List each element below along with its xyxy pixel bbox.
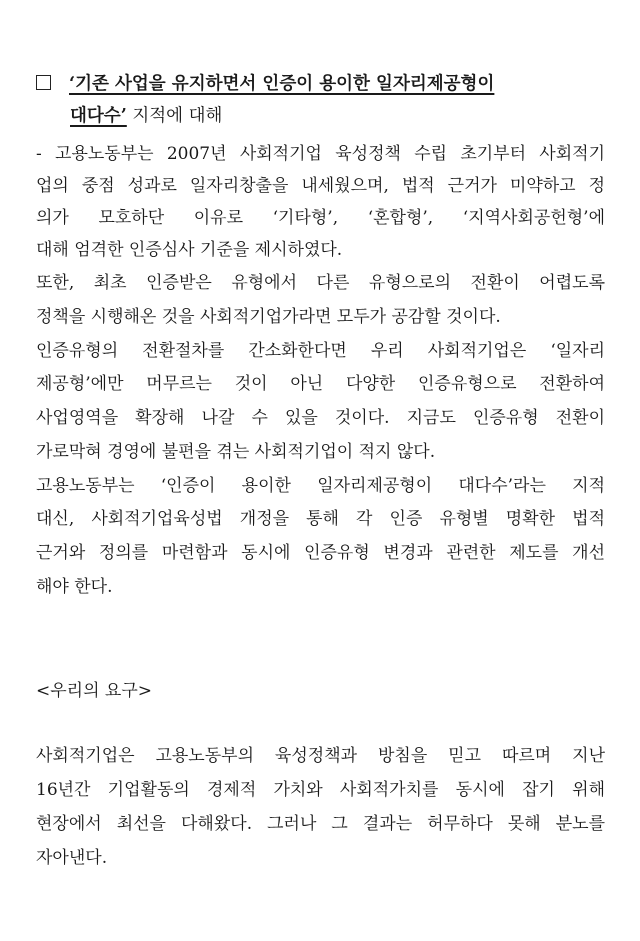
paragraph-3-line-2: 제공형’에만 머무르는 것이 아닌 다양한 인증유형으로 전환하여 bbox=[36, 374, 605, 394]
heading-rest-text: 지적에 대해 bbox=[126, 106, 223, 126]
paragraph-5-line-4: 자아낸다. bbox=[36, 848, 108, 868]
paragraph-4-line-4: 해야 한다. bbox=[36, 577, 113, 597]
section-title: <우리의 요구> bbox=[36, 681, 153, 701]
paragraph-2-line-2: 정책을 시행해온 것을 사회적기업가라면 모두가 공감할 것이다. bbox=[36, 307, 501, 327]
paragraph-4-line-1: 고용노동부는 ‘인증이 용이한 일자리제공형이 대다수’라는 지적 bbox=[36, 476, 605, 496]
paragraph-1-line-4: 대해 엄격한 인증심사 기준을 제시하였다. bbox=[36, 240, 343, 260]
paragraph-1-line-1: - 고용노동부는 2007년 사회적기업 육성정책 수립 초기부터 사회적기 bbox=[36, 144, 605, 164]
heading-line-2 bbox=[70, 104, 222, 128]
paragraph-5-line-2: 16년간 기업활동의 경제적 가치와 사회적가치를 동시에 잡기 위해 bbox=[36, 780, 605, 800]
paragraph-5-line-1: 사회적기업은 고용노동부의 육성정책과 방침을 믿고 따르며 지난 bbox=[36, 746, 605, 766]
heading-line-1 bbox=[36, 72, 494, 96]
heading-bold-text-2: 대다수’ bbox=[70, 106, 127, 126]
checkbox-icon bbox=[36, 75, 51, 90]
paragraph-4-line-2: 대신, 사회적기업육성법 개정을 통해 각 인증 유형별 명확한 법적 bbox=[36, 509, 605, 529]
paragraph-3-line-3: 사업영역을 확장해 나갈 수 있을 것이다. 지금도 인증유형 전환이 bbox=[36, 408, 605, 428]
heading-bold-text-1: ‘기존 사업을 유지하면서 인증이 용이한 일자리제공형이 bbox=[69, 74, 495, 94]
paragraph-5-line-3: 현장에서 최선을 다해왔다. 그러나 그 결과는 허무하다 못해 분노를 bbox=[36, 814, 605, 834]
paragraph-3-line-4: 가로막혀 경영에 불편을 겪는 사회적기업이 적지 않다. bbox=[36, 442, 436, 462]
paragraph-1-line-3: 의가 모호하단 이유로 ‘기타형’, ‘혼합형’, ‘지역사회공헌형’에 bbox=[36, 208, 605, 228]
paragraph-3-line-1: 인증유형의 전환절차를 간소화한다면 우리 사회적기업은 ‘일자리 bbox=[36, 341, 605, 361]
paragraph-2-line-1: 또한, 최초 인증받은 유형에서 다른 유형으로의 전환이 어렵도록 bbox=[36, 273, 605, 293]
paragraph-4-line-3: 근거와 정의를 마련함과 동시에 인증유형 변경과 관련한 제도를 개선 bbox=[36, 543, 605, 563]
paragraph-1-line-2: 업의 중점 성과로 일자리창출을 내세웠으며, 법적 근거가 미약하고 정 bbox=[36, 176, 605, 196]
